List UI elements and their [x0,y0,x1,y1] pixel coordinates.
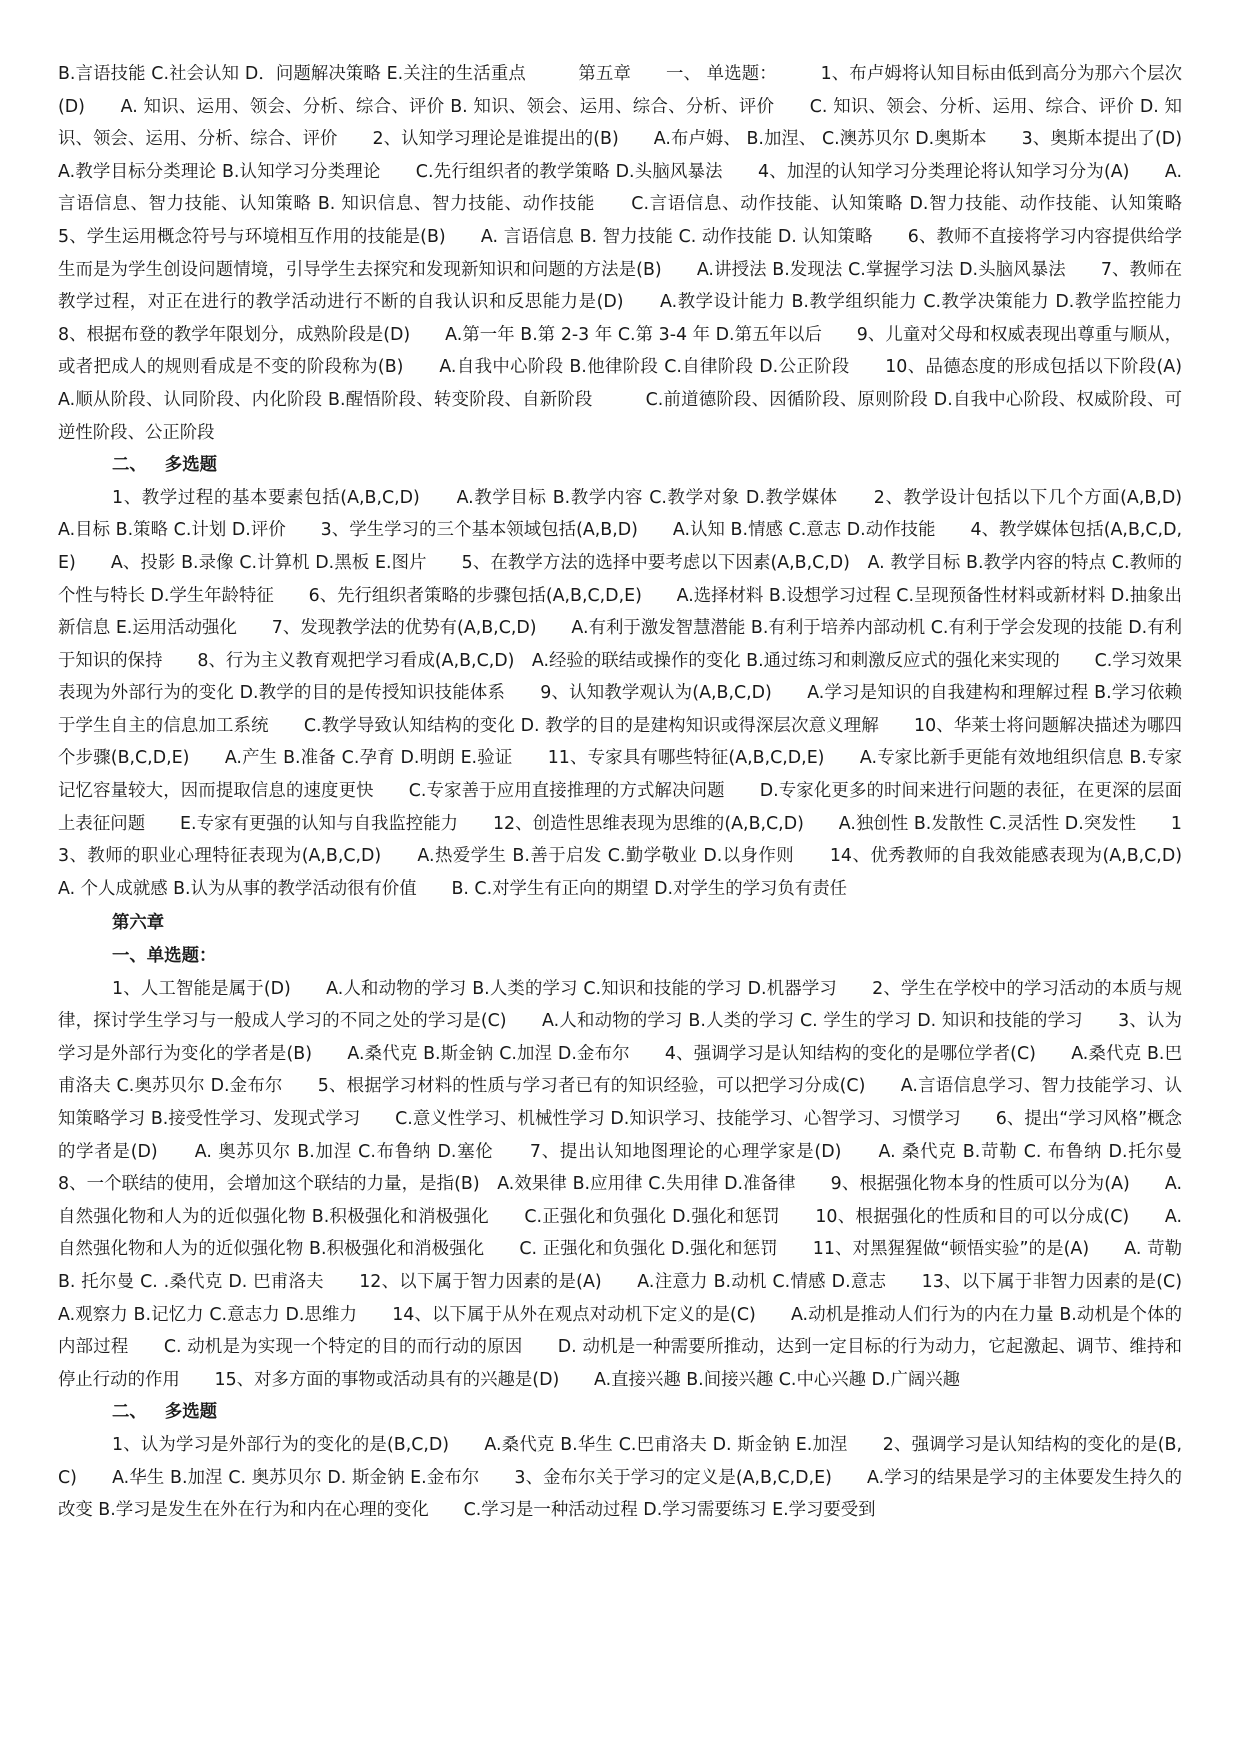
document-page [58,58,1217,1527]
heading-number: 二、 [112,1402,147,1423]
chapter-five-multiple-choice-text: 1、教学过程的基本要素包括(A,B,C,D) A.教学目标 B.教学内容 C.教学对象 D.教学媒体 2、教学设计包括以下几个方面(A,B,D) A.目标 B.策略 C.计划 D.评价 3、学生学习的三个基本领域包括(A,B,D) A.认知 B.情感 C.意志 D.动作技能 4、教学媒体包括(A,B,C,D,E) A、投影 B.录像 C.计算机 D.黑板 E.图片 5、在教学方法的选择中要考虑以下因素(A,B,C,D) A. 教学目标 B.教学内容的特点 C.教师的个性与特长 D.学生年龄特征 6、先行组织者策略的步骤包括(A,B,C,D,E) A.选择材料 B.设想学习过程 C.呈现预备性材料或新材料 D.抽象出新信息 E.运用活动强化 7、发现教学法的优势有(A,B,C,D) A.有利于激发智慧潜能 B.有利于培养内部动机 C.有利于学会发现的技能 D.有利于知识的保持 8、行为主义教育观把学习看成(A,B,C,D) A.经验的联结或操作的变化 B.通过练习和刺激反应式的强化来实现的 C.学习效果表现为外部行为的变化 D.教学的目的是传授知识技能体系 9、认知教学观认为(A,B,C,D) A.学习是知识的自我建构和理解过程 B.学习依赖于学生自主的信息加工系统 C.教学导致认知结构的变化 D. 教学的目的是建构知识或得深层次意义理解 10、华莱士将问题解决描述为哪四个步骤(B,C,D,E) A.产生 B.准备 C.孕育 D.明朗 E.验证 11、专家具有哪些特征(A,B,C,D,E) A.专家比新手更能有效地组织信息 B.专家记忆容量较大，因而提取信息的速度更快 C.专家善于应用直接推理的方式解决问题 D.专家化更多的时间来进行问题的表征，在更深的层面上表征问题 E.专家有更强的认知与自我监控能力 12、创造性思维表现为思维的(A,B,C,D) A.独创性 B.发散性 C.灵活性 D.突发性 13、教师的职业心理特征表现为(A,B,C,D) A.热爱学生 B.善于启发 C.勤学敬业 D.以身作则 14、优秀教师的自我效能感表现为(A,B,C,D) A. 个人成就感 B.认为从事的教学活动很有价值 B. C.对学生有正向的期望 D.对学生的学习负有责任 [58,487,1217,899]
chapter-five-multiple-choice-heading [58,449,1182,482]
heading-label: 多选题 [164,455,217,476]
chapter-six-single-choice-heading: 一、单选题： [112,946,217,967]
heading-number: 二、 [112,455,147,476]
heading-label: 多选题 [164,1402,217,1423]
chapter-five-single-choice-text: B.言语技能 C.社会认知 D．问题解决策略 E.关注的生活重点 第五章 一、 单选题： 1、布卢姆将认知目标由低到高分为那六个层次(D) A. 知识、运用、领会、分析、综合、评价 B. 知识、领会、运用、综合、分析、评价 C. 知识、领会、分析、运用、综合、评价 D. 知识、领会、运用、分析、综合、评价 2、认知学习理论是谁提出的(B) A.布卢姆、 B.加涅、 C.澳苏贝尔 D.奥斯本 3、奥斯本提出了(D) A.教学目标分类理论 B.认知学习分类理论 C.先行组织者的教学策略 D.头脑风暴法 4、加涅的认知学习分类理论将认知学习分为(A) A.言语信息、智力技能、认知策略 B. 知识信息、智力技能、动作技能 C.言语信息、动作技能、认知策略 D.智力技能、动作技能、认知策略 5、学生运用概念符号与环境相互作用的技能是(B) A. 言语信息 B. 智力技能 C. 动作技能 D. 认知策略 6、教师不直接将学习内容提供给学生而是为学生创设问题情境，引导学生去探究和发现新知识和问题的方法是(B) A.讲授法 B.发现法 C.掌握学习法 D.头脑风暴法 7、教师在教学过程，对正在进行的教学活动进行不断的自我认识和反思能力是(D) A.教学设计能力 B.教学组织能力 C.教学决策能力 D.教学监控能力 8、根据布登的教学年限划分，成熟阶段是(D) A.第一年 B.第 2-3 年 C.第 3-4 年 D.第五年以后 9、儿童对父母和权威表现出尊重与顺从，或者把成人的规则看成是不变的阶段称为(B) A.自我中心阶段 B.他律阶段 C.自律阶段 D.公正阶段 10、品德态度的形成包括以下阶段(A) A.顺从阶段、认同阶段、内化阶段 B.醒悟阶段、转变阶段、自新阶段 C.前道德阶段、因循阶段、原则阶段 D.自我中心阶段、权威阶段、可逆性阶段、公正阶段 [58,64,1217,443]
chapter-six-multiple-choice-text: 1、认为学习是外部行为的变化的是(B,C,D) A.桑代克 B.华生 C.巴甫洛夫 D. 斯金钠 E.加涅 2、强调学习是认知结构的变化的是(B,C) A.华生 B.加涅 C. 奥苏贝尔 D. 斯金钠 E.金布尔 3、金布尔关于学习的定义是(A,B,C,D,E) A.学习的结果是学习的主体要发生持久的改变 B.学习是发生在外在行为和内在心理的变化 C.学习是一种活动过程 D.学习需要练习 E.学习要受到 [58,1434,1182,1521]
chapter-six-single-choice-text: 1、人工智能是属于(D) A.人和动物的学习 B.人类的学习 C.知识和技能的学习 D.机器学习 2、学生在学校中的学习活动的本质与规律，探讨学生学习与一般成人学习的不同之处的学习是(C) A.人和动物的学习 B.人类的学习 C. 学生的学习 D. 知识和技能的学习 3、认为学习是外部行为变化的学者是(B) A.桑代克 B.斯金钠 C.加涅 D.金布尔 4、强调学习是认知结构的变化的是哪位学者(C) A.桑代克 B.巴甫洛夫 C.奥苏贝尔 D.金布尔 5、根据学习材料的性质与学习者已有的知识经验，可以把学习分成(C) A.言语信息学习、智力技能学习、认知策略学习 B.接受性学习、发现式学习 C.意义性学习、机械性学习 D.知识学习、技能学习、心智学习、习惯学习 6、提出“学习风格”概念的学者是(D) A. 奥苏贝尔 B.加涅 C.布鲁纳 D.塞伦 7、提出认知地图理论的心理学家是(D) A. 桑代克 B.苛勒 C. 布鲁纳 D.托尔曼 8、一个联结的使用，会增加这个联结的力量，是指(B) A.效果律 B.应用律 C.失用律 D.准备律 9、根据强化物本身的性质可以分为(A) A.自然强化物和人为的近似强化物 B.积极强化和消极强化 C.正强化和负强化 D.强化和惩罚 10、根据强化的性质和目的可以分成(C) A. 自然强化物和人为的近似强化物 B.积极强化和消极强化 C. 正强化和负强化 D.强化和惩罚 11、对黑猩猩做“顿悟实验”的是(A) A. 苛勒 B. 托尔曼 C. .桑代克 D. 巴甫洛夫 12、以下属于智力因素的是(A) A.注意力 B.动机 C.情感 D.意志 13、以下属于非智力因素的是(C) A.观察力 B.记忆力 C.意志力 D.思维力 14、以下属于从外在观点对动机下定义的是(C) A.动机是推动人们行为的内在力量 B.动机是个体的内部过程 C. 动机是为实现一个特定的目的而行动的原因 D. 动机是一种需要所推动，达到一定目标的行为动力，它起激起、调节、维持和停止行动的作用 15、对多方面的事物或活动具有的兴趣是(D) A.直接兴趣 B.间接兴趣 C.中心兴趣 D.广阔兴趣 [58,978,1217,1390]
chapter-six-multiple-choice-heading [58,1396,1182,1429]
chapter-six-heading: 第六章 [112,913,165,934]
